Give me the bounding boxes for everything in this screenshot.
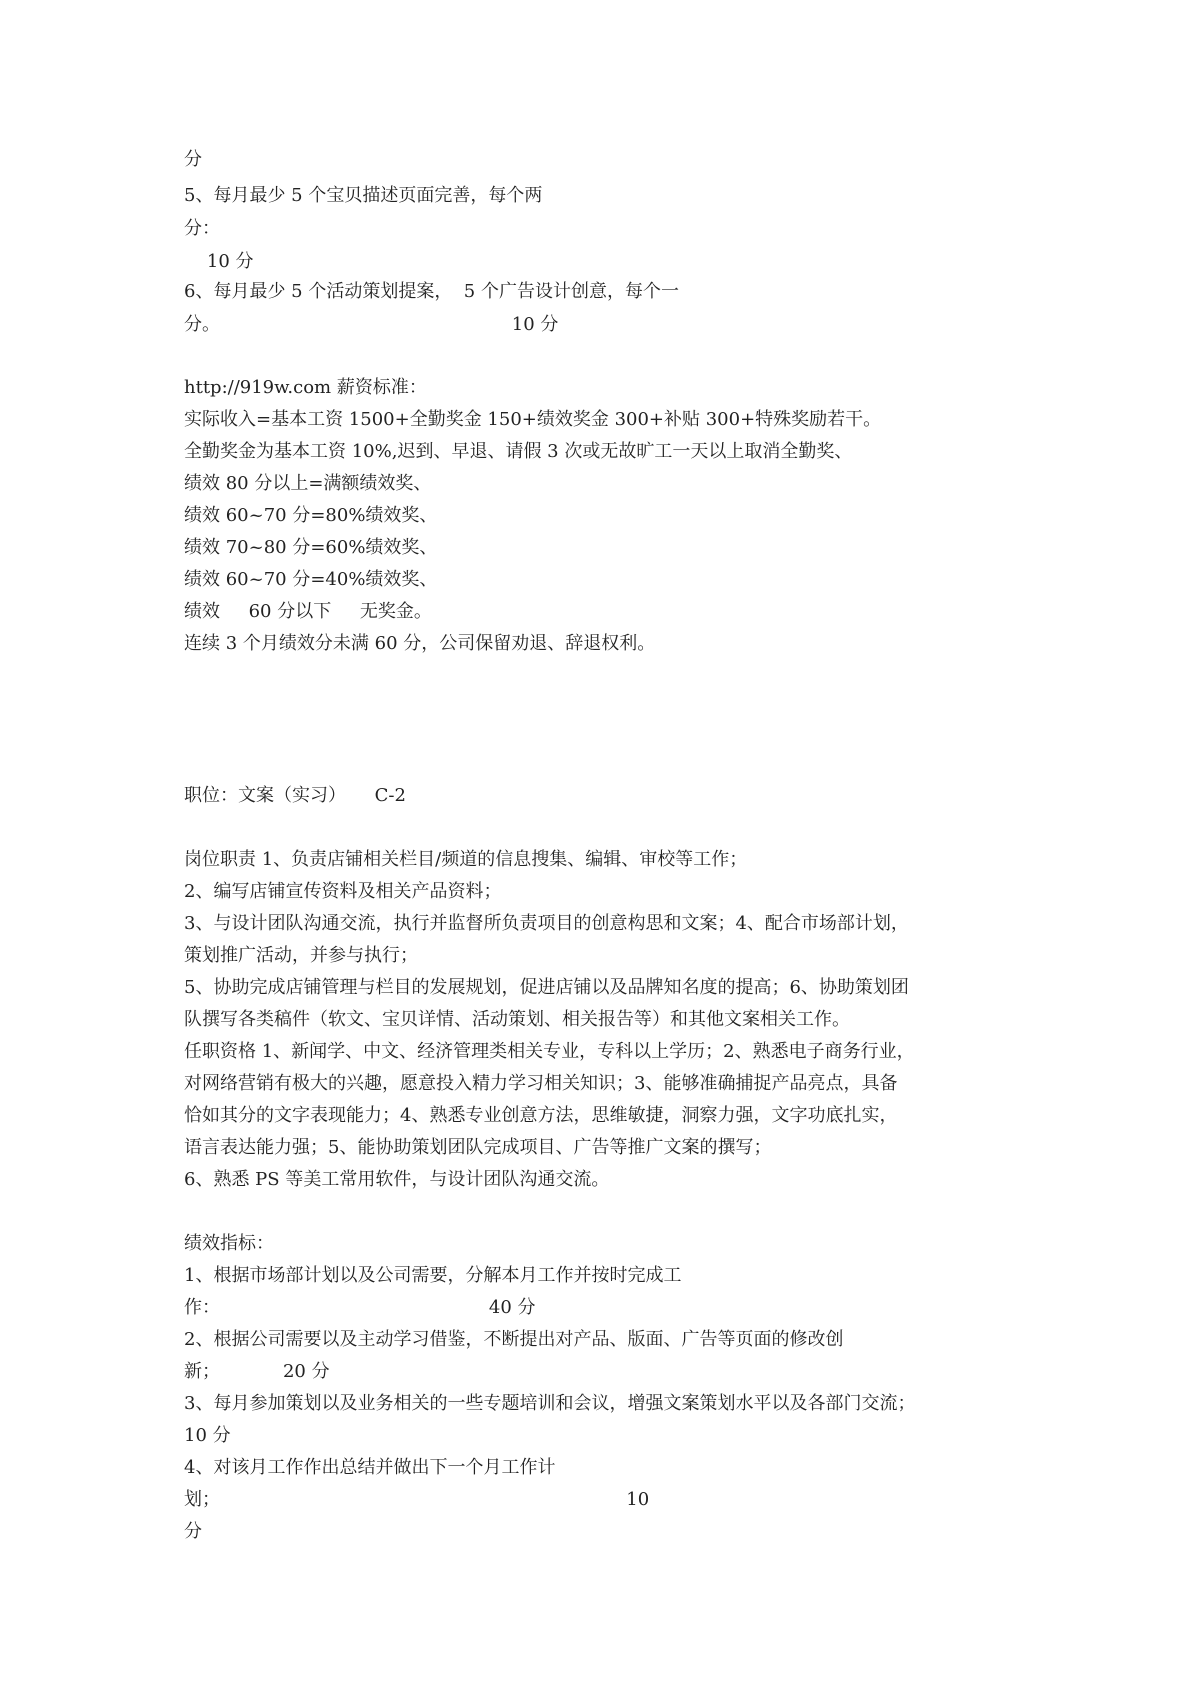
text-line: 分 bbox=[184, 1521, 202, 1542]
text-line: 绩效 60 分以下 无奖金。 bbox=[184, 601, 432, 622]
text-line: 绩效 60~70 分=80%绩效奖、 bbox=[184, 505, 438, 526]
text-line: 绩效 80 分以上=满额绩效奖、 bbox=[184, 473, 432, 494]
text-line: 实际收入=基本工资 1500+全勤奖金 150+绩效奖金 300+补贴 300+特殊奖励若干。 bbox=[184, 409, 882, 430]
text-line: 绩效 70~80 分=60%绩效奖、 bbox=[184, 537, 438, 558]
text-line: 分： bbox=[184, 218, 220, 239]
text-line: 5、每月最少 5 个宝贝描述页面完善，每个两 bbox=[184, 185, 543, 206]
text-line: http://919w.com 薪资标准： bbox=[184, 377, 427, 398]
text-line: 6、熟悉 PS 等美工常用软件，与设计团队沟通交流。 bbox=[184, 1169, 610, 1190]
text-line: 新； 20 分 bbox=[184, 1361, 330, 1382]
text-line: 10 分 bbox=[184, 1425, 231, 1446]
text-line: 岗位职责 1、负责店铺相关栏目/频道的信息搜集、编辑、审校等工作； bbox=[184, 849, 748, 870]
text-line: 连续 3 个月绩效分未满 60 分，公司保留劝退、辞退权利。 bbox=[184, 633, 656, 654]
text-line: 1、根据市场部计划以及公司需要，分解本月工作并按时完成工 bbox=[184, 1265, 682, 1286]
text-line: 全勤奖金为基本工资 10%,迟到、早退、请假 3 次或无故旷工一天以上取消全勤奖、 bbox=[184, 441, 853, 462]
text-line: 4、对该月工作作出总结并做出下一个月工作计 bbox=[184, 1457, 556, 1478]
position-title: 职位：文案（实习） C-2 bbox=[184, 785, 406, 806]
text-line: 6、每月最少 5 个活动策划提案， 5 个广告设计创意，每个一 bbox=[184, 281, 679, 302]
text-line: 作： 40 分 bbox=[184, 1297, 536, 1318]
text-line: 对网络营销有极大的兴趣，愿意投入精力学习相关知识；3、能够准确捕捉产品亮点，具备 bbox=[184, 1073, 898, 1094]
text-line: 2、根据公司需要以及主动学习借鉴，不断提出对产品、版面、广告等页面的修改创 bbox=[184, 1329, 844, 1350]
text-line: 任职资格 1、新闻学、中文、经济管理类相关专业，专科以上学历；2、熟悉电子商务行业， bbox=[184, 1041, 915, 1062]
text-line: 10 分 bbox=[184, 251, 254, 272]
text-line: 恰如其分的文字表现能力；4、熟悉专业创意方法，思维敏捷，洞察力强，文字功底扎实， bbox=[184, 1105, 898, 1126]
text-line: 5、协助完成店铺管理与栏目的发展规划，促进店铺以及品牌知名度的提高；6、协助策划团 bbox=[184, 977, 909, 998]
text-line: 分。 10 分 bbox=[184, 314, 559, 335]
text-line: 绩效 60~70 分=40%绩效奖、 bbox=[184, 569, 438, 590]
text-line: 队撰写各类稿件（软文、宝贝详情、活动策划、相关报告等）和其他文案相关工作。 bbox=[184, 1009, 850, 1030]
text-line: 划； 10 bbox=[184, 1489, 650, 1510]
section-heading: 绩效指标： bbox=[184, 1233, 274, 1254]
text-line: 策划推广活动，并参与执行； bbox=[184, 945, 418, 966]
text-line: 分 bbox=[184, 149, 202, 170]
text-line: 语言表达能力强；5、能协助策划团队完成项目、广告等推广文案的撰写； bbox=[184, 1137, 772, 1158]
text-line: 2、编写店铺宣传资料及相关产品资料； bbox=[184, 881, 502, 902]
text-line: 3、与设计团队沟通交流，执行并监督所负责项目的创意构思和文案；4、配合市场部计划， bbox=[184, 913, 909, 934]
text-line: 3、每月参加策划以及业务相关的一些专题培训和会议，增强文案策划水平以及各部门交流； bbox=[184, 1393, 916, 1414]
